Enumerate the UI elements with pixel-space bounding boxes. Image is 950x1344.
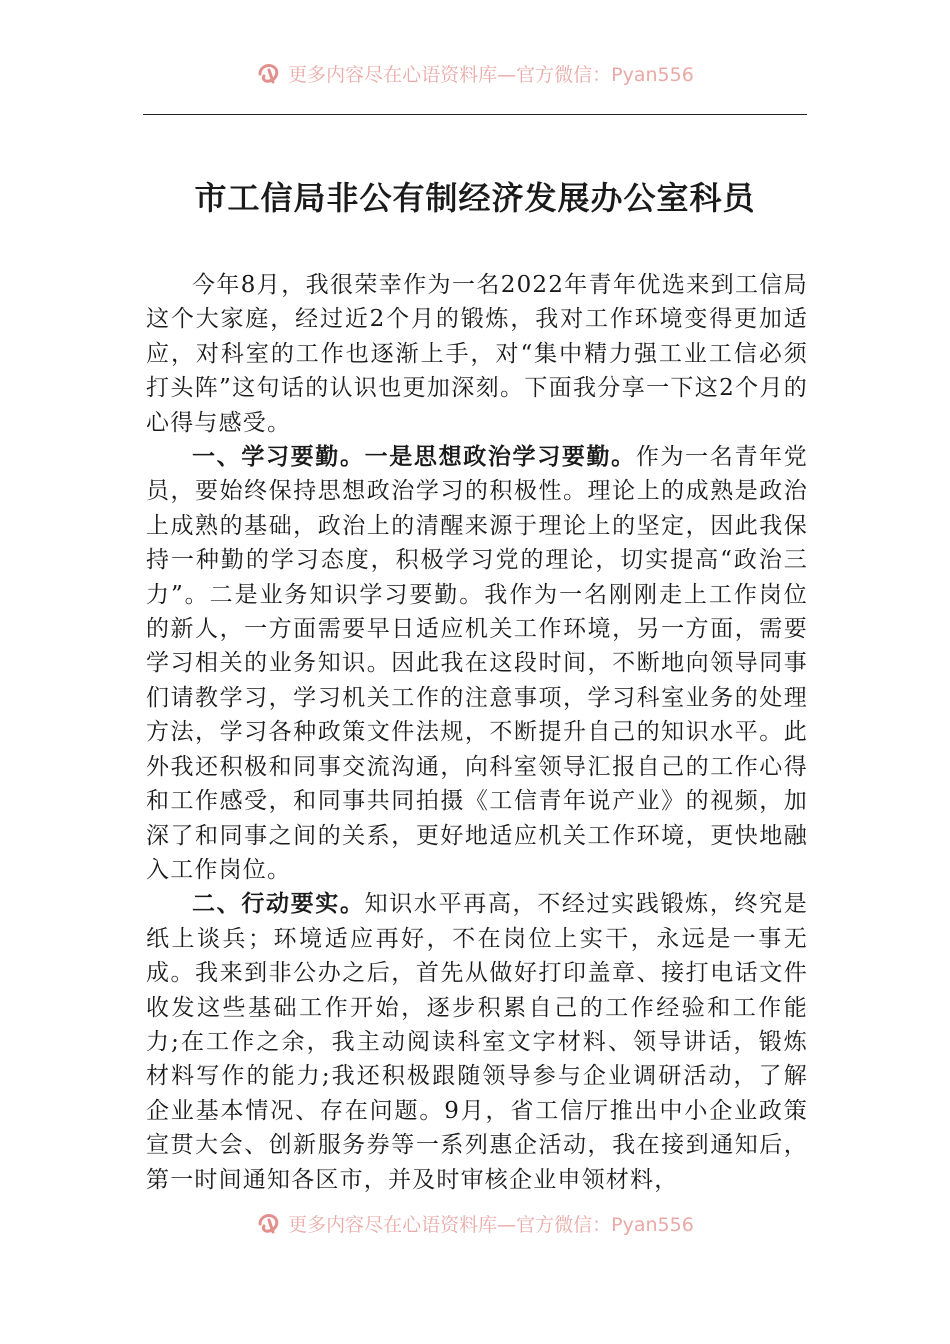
document-body: [146, 268, 808, 1197]
paragraph-study: [146, 440, 808, 887]
paragraph-action: [146, 887, 808, 1197]
paragraph-heading: 一、学习要勤。一是思想政治学习要勤。: [192, 443, 636, 471]
watermark-text: 更多内容尽在心语资料库—官方微信：Pyan556: [288, 1213, 694, 1236]
watermark-footer: [0, 1208, 950, 1238]
paragraph-heading: 二、行动要实。: [192, 890, 365, 918]
watermark-header: [0, 58, 950, 88]
paragraph-intro: [146, 268, 808, 440]
paragraph-text: 知识水平再高，不经过实践锻炼，终究是纸上谈兵；环境适应再好，不在岗位上实干，永远是一事无成。我来到非公办之后，首先从做好打印盖章、接打电话文件收发这些基础工作开始，逐步积累自己的工作经验和工作能力;在工作之余，我主动阅读科室文字材料、领导讲话，锻炼材料写作的能力;我还积极跟随领导参与企业调研活动，了解企业基本情况、存在问题。9月，省工信厅推出中小企业政策宣贯大会、创新服务券等一系列惠企活动，我在接到通知后，第一时间通知各区市，并及时审核企业申领材料，: [146, 891, 808, 1193]
header-divider: [143, 114, 807, 115]
watermark-text: 更多内容尽在心语资料库—官方微信：Pyan556: [288, 63, 694, 86]
page-title: 市工信局非公有制经济发展办公室科员: [194, 179, 756, 217]
paragraph-text: 今年8月，我很荣幸作为一名2022年青年优选来到工信局这个大家庭，经过近2个月的锻炼，我对工作环境变得更加适应，对科室的工作也逐渐上手，对“集中精力强工业工信必须打头阵”这句话的认识也更加深刻。下面我分享一下这2个月的心得与感受。: [146, 272, 808, 436]
watermark-logo-icon: [256, 1210, 282, 1236]
watermark-logo-icon: [256, 60, 282, 86]
paragraph-text: 作为一名青年党员，要始终保持思想政治学习的积极性。理论上的成熟是政治上成熟的基础，政治上的清醒来源于理论上的坚定，因此我保持一种勤的学习态度，积极学习党的理论，切实提高“政治三力”。二是业务知识学习要勤。我作为一名刚刚走上工作岗位的新人，一方面需要早日适应机关工作环境，另一方面，需要学习相关的业务知识。因此我在这段时间，不断地向领导同事们请教学习，学习机关工作的注意事项，学习科室业务的处理方法，学习各种政策文件法规，不断提升自己的知识水平。此外我还积极和同事交流沟通，向科室领导汇报自己的工作心得和工作感受，和同事共同拍摄《工信青年说产业》的视频，加深了和同事之间的关系，更好地适应机关工作环境，更快地融入工作岗位。: [146, 444, 808, 883]
